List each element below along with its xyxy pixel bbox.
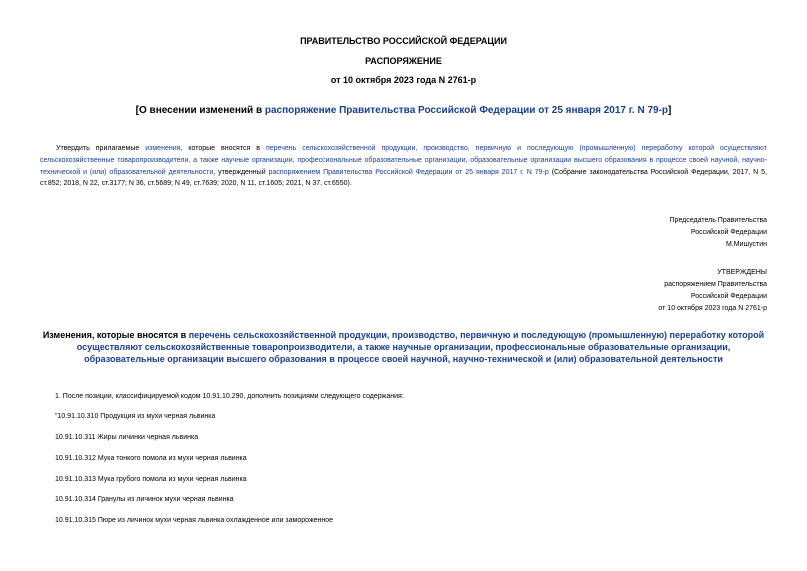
- list-item: "10.91.10.310 Продукция из мухи черная львинка: [55, 413, 216, 420]
- document-date-number: от 10 октября 2023 года N 2761-р: [330, 75, 477, 85]
- approval-title: УТВЕРЖДЕНЫ: [717, 269, 767, 276]
- signature-country: Российской Федерации: [690, 229, 767, 236]
- changes-heading-link[interactable]: перечень сельскохозяйственной продукции, производство, первичную и последующую (промышленную) переработку которой осуществляют сельскохозяйственные товаропроизводители, а также научные организации, профессиональные образовательные организации, образовательные организации высшего образования в процессе своей научной, научно-технической и (или) образовательной деятельности: [76, 330, 765, 364]
- government-name: ПРАВИТЕЛЬСТВО РОССИЙСКОЙ ФЕДЕРАЦИИ: [300, 36, 507, 46]
- list-item: 1. После позиции, классифицируемой кодом 10.91.10.290, дополнить позициями следующего содержания:: [55, 393, 404, 400]
- changes-heading: [38, 329, 769, 365]
- document-title: [0, 105, 807, 117]
- approval-block: [658, 267, 767, 315]
- body-text-b: , которые вносятся в: [180, 145, 266, 152]
- body-text-c: , утвержденный: [213, 168, 269, 176]
- link-changes[interactable]: изменения: [145, 145, 181, 152]
- title-link-order-79[interactable]: распоряжение Правительства Российской Федерации от 25 января 2017 г. N 79-р: [264, 105, 669, 116]
- body-text-a: Утвердить прилагаемые: [56, 145, 146, 152]
- signature-position: Председатель Правительства: [669, 217, 767, 224]
- changes-heading-prefix: Изменения, которые вносятся в: [42, 330, 189, 340]
- approval-line-2: распоряжением Правительства: [664, 281, 767, 288]
- signature-name: М.Мишустин: [725, 241, 767, 248]
- title-open-bracket: [: [135, 105, 139, 116]
- link-order-79[interactable]: распоряжением Правительства Российской Федерации от 25 января 2017 г. N 79-р: [268, 168, 549, 176]
- list-item: 10.91.10.313 Мука грубого помола из мухи черная львинка: [55, 476, 247, 483]
- list-item: 10.91.10.312 Мука тонкого помола из мухи черная львинка: [55, 455, 247, 462]
- link-product-list[interactable]: перечень сельскохозяйственной продукции, производство, первичную и последующую (промышленную) переработку которой осуществляют сельскохозяйственные товаропроизводители, а также научные организации, профессиональные образовательные организации, образовательные организации высшего образования в процессе своей научной, научно-технической и (или) образовательной деятельности: [40, 145, 767, 176]
- body-text-d: (Собрание законодательства Российской Федерации, 2017, N 5, ст.852; 2018, N 22, ст.3177; N 36, ст.5689; N 49, ст.7639; 2020, N 11, ст.1605; 2021, N 37, ст.6550).: [40, 168, 767, 188]
- title-close-bracket: ]: [668, 105, 672, 116]
- list-item: 10.91.10.314 Гранулы из личинок мухи черная львинка: [55, 496, 234, 503]
- title-prefix: О внесении изменений в: [138, 105, 265, 116]
- list-item: 10.91.10.315 Пюре из личинок мухи черная львинка охлажденное или замороженное: [55, 517, 334, 524]
- list-item: 10.91.10.311 Жиры личинки черная львинка: [55, 434, 199, 441]
- body-paragraph: [40, 143, 767, 190]
- signature-block: [670, 215, 767, 251]
- document-type: РАСПОРЯЖЕНИЕ: [365, 56, 442, 66]
- approval-date: от 10 октября 2023 года N 2761-р: [658, 305, 767, 312]
- approval-line-3: Российской Федерации: [690, 293, 767, 300]
